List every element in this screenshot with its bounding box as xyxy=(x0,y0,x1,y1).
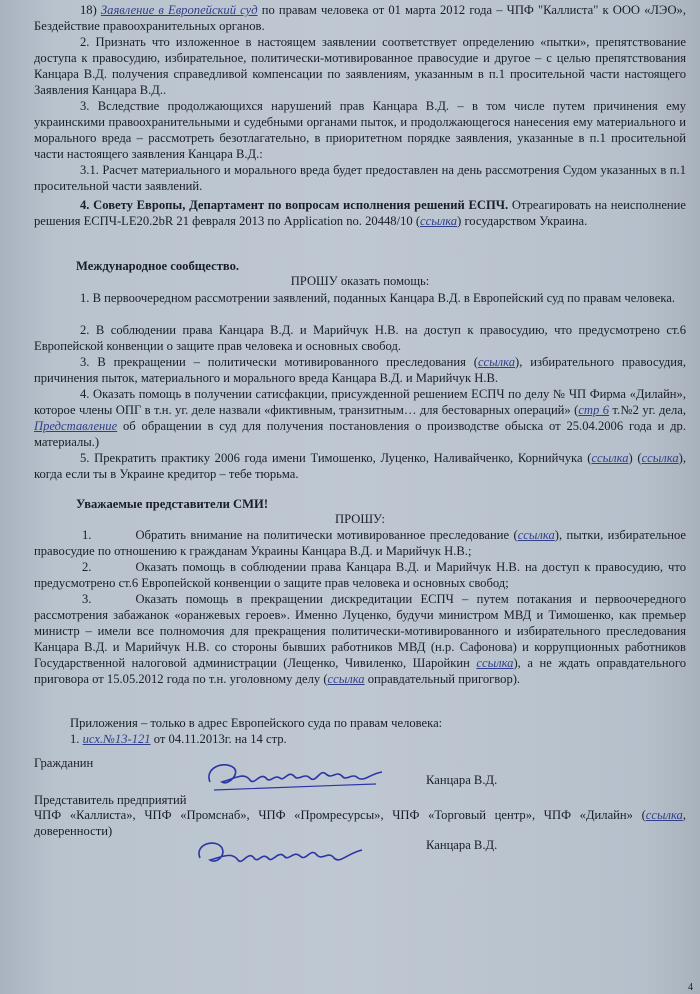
intl-heading: Международное сообщество. xyxy=(76,259,240,273)
acquittal-link[interactable]: ссылка xyxy=(327,671,365,686)
representative-label: Представитель предприятий xyxy=(34,793,187,807)
intl-item-3: 3. В прекращении – политически мотивированного преследования (ссылка), избирательного правосудия, причинения пыток, материального и морального вреда Канцара В.Д. и Марийчук Н.В. xyxy=(34,355,686,385)
intl-item-5: 5. Прекратить практику 2006 года имени Тимошенко, Луценко, Наливайченко, Корнийчука (ссылка) (ссылка), когда если ты в Украине кредитор – тебе тюрьма. xyxy=(34,451,686,481)
echr-link[interactable]: ссылка xyxy=(420,213,458,228)
signatory-name-1: Канцара В.Д. xyxy=(426,773,498,787)
signatory-name-2: Канцара В.Д. xyxy=(426,838,498,852)
attachment-item: 1. исх.№13-121 от 04.11.2013г. на 14 стр. xyxy=(70,732,287,746)
smi-heading: Уважаемые представители СМИ! xyxy=(76,497,269,511)
paragraph-3-1: 3.1. Расчет материального и морального вреда будет предоставлен на день рассмотрения Судом указанных в п.1 просительной части заявлений. xyxy=(34,163,686,193)
signature-1 xyxy=(200,752,390,802)
persecution-link[interactable]: ссылка xyxy=(477,355,516,369)
attachments-title: Приложения – только в адрес Европейского суда по правам человека: xyxy=(70,716,443,730)
citizen-label: Гражданин xyxy=(34,756,94,770)
firms-list: ЧПФ «Каллиста», ЧПФ «Промснаб», ЧПФ «Промресурсы», ЧПФ «Торговый центр», ЧПФ «Дилайн» (ссылка, доверенности) xyxy=(34,808,686,838)
application-link[interactable]: Заявление в Европейский суд xyxy=(100,3,258,17)
tax-admin-link[interactable]: ссылка xyxy=(476,655,514,670)
paragraph-2: 2. Признать что изложенное в настоящем заявлении соответствует определению «пытки», препятствование доступа к правосудию, избирательное, политически-мотивированное правосудие и другое – с целью препятствования Канцара В.Д. получения справедливой компенсации по заявлениям, указанным в п.1 просительной части настоящего Заявления Канцара В.Д.. xyxy=(34,35,686,97)
item-number: 18) xyxy=(80,3,97,17)
intl-ask: ПРОШУ оказать помощь: xyxy=(290,274,430,288)
intl-item-1: 1. В первоочередном рассмотрении заявлений, поданных Канцара В.Д. в Европейский суд по правам человека. xyxy=(80,291,676,305)
smi-item-1: 1. Обратить внимание на политически мотивированное преследование (ссылка), пытки, избирательное правосудие по отношению к гражданам Украины Канцара В.Д. и Марийчук Н.В.; xyxy=(34,528,686,558)
intl-item-4: 4. Оказать помощь в получении сатисфакции, присужденной решением ЕСПЧ по делу № ЧП Фирма «Дилайн», которое члены ОПГ в т.н. уг. деле назвали «фиктивным, транзитным… для бестоварных операций» (стр 6 т.№2 уг. дела, Представление об обращении в суд для получения постановления о производстве обыска от 25.04.2006 года и др. материалы.) xyxy=(34,387,686,449)
paragraph-18: 18) Заявление в Европейский суд по правам человека от 01 марта 2012 года – ЧПФ "Каллиста" к ООО «ЛЭО», Бездействие правоохранительных органов. xyxy=(34,3,686,33)
smi-ask: ПРОШУ: xyxy=(335,512,385,526)
link-1[interactable]: ссылка xyxy=(591,451,629,465)
smi-item-3: 3. Оказать помощь в прекращении дискредитации ЕСПЧ – путем потакания и первоочередного рассмотрения забажанок «оранжевых героев». Именно Луценко, будучи министром МВД и Тимошенко, как премьер министр – имели все полномочия для прекращения политически-мотивированного и избирательного преследования Канцара В.Д. и Марийчук Н.В. со стороны бывших работников МВД (н.р. Сафонова) и коррупционных работников Государственной налоговой администрации (Лещенко, Чивиленко, Шаройкин ссылка), а не ждать оправдательного приговора от 15.05.2012 года по т.н. уголовному делу (ссылка оправдательный пригогвор). xyxy=(34,592,686,686)
submission-link[interactable]: Представление xyxy=(34,418,118,433)
council-of-europe-heading: 4. Совету Европы, Департамент по вопросам исполнения решений ЕСПЧ. xyxy=(80,198,509,212)
page6-link[interactable]: стр 6 xyxy=(578,402,610,417)
paragraph-4: 4. Совету Европы, Департамент по вопросам исполнения решений ЕСПЧ. Отреагировать на неисполнение решения ЕСПЧ-LE20.2bR 21 февраля 2013 по Application no. 20448/10 (ссылка) государством Украина. xyxy=(34,198,687,228)
power-of-attorney-link[interactable]: ссылка xyxy=(645,808,683,822)
page-number: 4 xyxy=(688,982,693,993)
signature-2 xyxy=(190,832,370,882)
link-2[interactable]: ссылка xyxy=(641,451,679,465)
persecution-link-2[interactable]: ссылка xyxy=(517,528,555,542)
outgoing-ref-link[interactable]: исх.№13-121 xyxy=(82,732,151,746)
paragraph-3: 3. Вследствие продолжающихся нарушений прав Канцара В.Д. – в том числе путем причинения ему украинскими правоохранительными и судебными органами пыток, и продолжающегося нанесения ему материального и морального вреда – рассмотреть безотлагательно, в приоритетном порядке заявления, указанные в п.1 просительной части настоящего заявления Канцара В.Д.: xyxy=(34,99,686,161)
smi-item-2: 2. Оказать помощь в соблюдении права Канцара В.Д. и Марийчук Н.В. на доступ к правосудию, что предусмотрено ст.6 Европейской конвенции о защите прав человека и основных свобод; xyxy=(34,560,686,590)
intl-item-2: 2. В соблюдении права Канцара В.Д. и Марийчук Н.В. на доступ к правосудию, что предусмотрено ст.6 Европейской конвенции о защите прав человека и основных свобод. xyxy=(34,323,686,353)
